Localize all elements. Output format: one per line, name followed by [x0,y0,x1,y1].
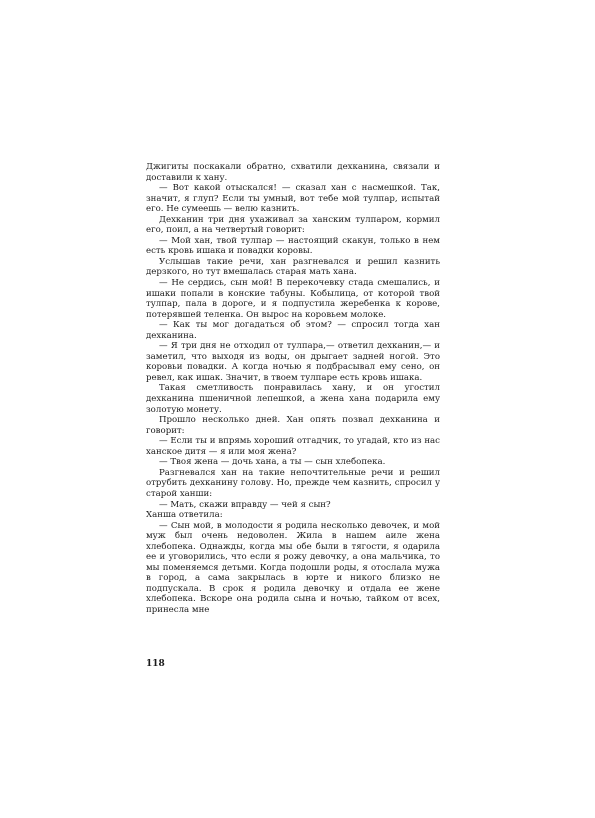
paragraph: — Если ты и впрямь хороший отгадчик, то угадай, кто из нас ханское дитя — я или моя жена? [146,436,440,457]
paragraph: — Сын мой, в молодости я родила несколько девочек, и мой муж был очень недоволен. Жила в нашем аиле жена хлебопека. Однажды, когда мы обе были в тягости, я одарила ее и уговорились, что если я рожу девочку, а она мальчика, то мы поменяемся детьми. Когда подошли роды, я отослала мужа в город, а сама закрылась в юрте и никого близко не подпускала. В срок я родила девочку и отдала ее жене хлебопека. Вскоре она родила сына и ночью, тайком от всех, принесла мне [146,520,440,615]
paragraph: — Я три дня не отходил от тулпара,— ответил дехканин,— и заметил, что выходя из воды, он дрыгает задней ногой. Это коровьи повадки. А когда ночью я подбрасывал ему сено, он ревел, как ишак. Значит, в твоем тулпаре есть кровь ишака. [146,341,440,383]
paragraph: — Мой хан, твой тулпар — настоящий скакун, только в нем есть кровь ишака и повадки коровы. [146,235,440,257]
paragraph: Разгневался хан на такие непочтительные речи и решил отрубить дехканину голову. Но, прежде чем казнить, спросил у старой ханши: [146,467,440,499]
paragraph: — Вот какой отыскался! — сказал хан с насмешкой. Так, значит, я глуп? Если ты умный, вот тебе мой тулпар, испытай его. Не сумеешь — велю казнить. [146,183,440,215]
page-number: 118 [146,659,165,669]
paragraph: Джигиты поскакали обратно, схватили дехканина, связали и доставили к хану. [146,162,440,183]
paragraph: — Мать, скажи вправду — чей я сын? [159,499,331,510]
paragraph: — Твоя жена — дочь хана, а ты — сын хлебопека. [159,457,386,468]
paragraph: — Не сердись, сын мой! В перекочевку стада смешались, и ишаки попали в конские табуны. Кобылица, от которой твой тулпар, пала в дороге, и я подпустила жеребенка к корове, потерявшей теленка. Он вырос на коровьем молоке. [146,278,440,320]
paragraph: Дехканин три дня ухаживал за ханским тулпаром, кормил его, поил, а на четвертый говорит: [146,214,440,236]
body-text [146,162,440,616]
paragraph: — Как ты мог догадаться об этом? — спросил тогда хан дехканина. [146,320,440,341]
paragraph: Услышав такие речи, хан разгневался и решил казнить дерзкого, но тут вмешалась старая мать хана. [146,256,440,278]
paragraph: Ханша ответила: [146,510,223,521]
paragraph: Такая сметливость понравилась хану, и он угостил дехканина пшеничной лепешкой, а жена хана подарила ему золотую монету. [146,383,440,415]
paragraph: Прошло несколько дней. Хан опять позвал дехканина и говорит: [146,415,440,436]
